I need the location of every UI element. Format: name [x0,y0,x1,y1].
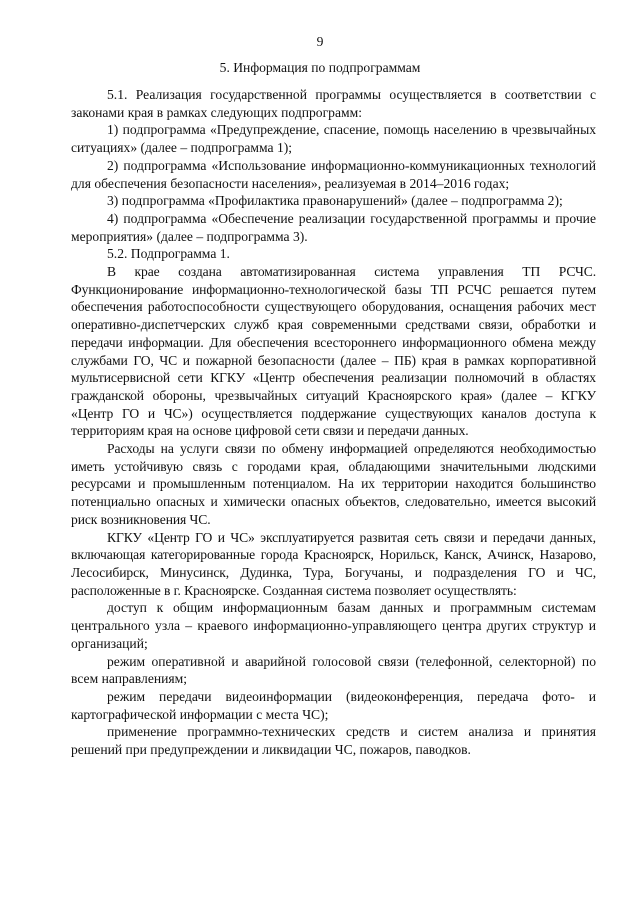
subsection-heading-5-2: 5.2. Подпрограмма 1. [107,246,230,262]
list-item-analysis-systems: применение программно-технических средств и систем анализа и принятия решений при предупреждении и ликвидации ЧС, пожаров, паводков. [71,724,596,758]
page-number: 9 [316,34,324,49]
section-title: 5. Информация по подпрограммам [219,60,421,75]
document-body [71,86,596,759]
list-item-video-transmission: режим передачи видеоинформации (видеоконференция, передача фото- и картографической информации с места ЧС); [71,688,596,722]
paragraph-5-1: 5.1. Реализация государственной программы осуществляется в соответствии с законами края в рамках следующих подпрограмм: [71,87,596,120]
list-item-voice-communication: режим оперативной и аварийной голосовой связи (телефонной, селекторной) по всем направлениям; [71,653,596,687]
paragraph-asu-rschs: В крае создана автоматизированная система управления ТП РСЧС. Функционирование информационно-технологической базы ТП РСЧС решается путем обеспечения работоспособности существующего оборудования, оснащения рабочих мест оперативно-диспетчерских служб края современными средствами связи, обработки и передачи информации. Для обеспечения всестороннего информационного обмена между службами ГО, ЧС и пожарной безопасности (далее – ПБ) края в рамках корпоративной мультисервисной сети КГКУ «Центр обеспечения реализации полномочий в областях гражданской обороны, чрезвычайных ситуаций Красноярского края» (далее – КГКУ «Центр ГО и ЧС») осуществляется поддержание существующих каналов доступа к территориям края на основе цифровой сети связи и передачи данных. [71,264,596,439]
list-item-subprogram-ict: 2) подпрограмма «Использование информационно-коммуникационных технологий для обеспечения безопасности населения», реализуемая в 2014–2016 годах; [71,157,596,191]
paragraph-communication-costs: Расходы на услуги связи по обмену информацией определяются необходимостью иметь устойчивую связь с городами края, обладающими значительными людскими ресурсами и промышленным потенциалом. На их территории находится большинство потенциально опасных и химически опасных объектов, следовательно, имеется высокий риск возникновения ЧС. [71,441,596,527]
list-item-subprogram-1: 1) подпрограмма «Предупреждение, спасение, помощь населению в чрезвычайных ситуациях» (далее – подпрограмма 1); [71,122,596,156]
list-item-subprogram-3: 4) подпрограмма «Обеспечение реализации государственной программы и прочие мероприятия» (далее – подпрограмма 3). [71,210,596,244]
list-item-subprogram-2: 3) подпрограмма «Профилактика правонарушений» (далее – подпрограмма 2); [107,193,563,209]
paragraph-network-description: КГКУ «Центр ГО и ЧС» эксплуатируется развитая сеть связи и передачи данных, включающая категорированные города Красноярск, Норильск, Канск, Ачинск, Назарово, Лесосибирск, Минусинск, Дудинка, Тура, Богучаны, и подразделения ГО и ЧС, расположенные в г. Красноярске. Созданная система позволяет осуществлять: [71,529,596,598]
list-item-database-access: доступ к общим информационным базам данных и программным системам центрального узла – краевого информационно-управляющего центра других структур и организаций; [71,600,596,651]
